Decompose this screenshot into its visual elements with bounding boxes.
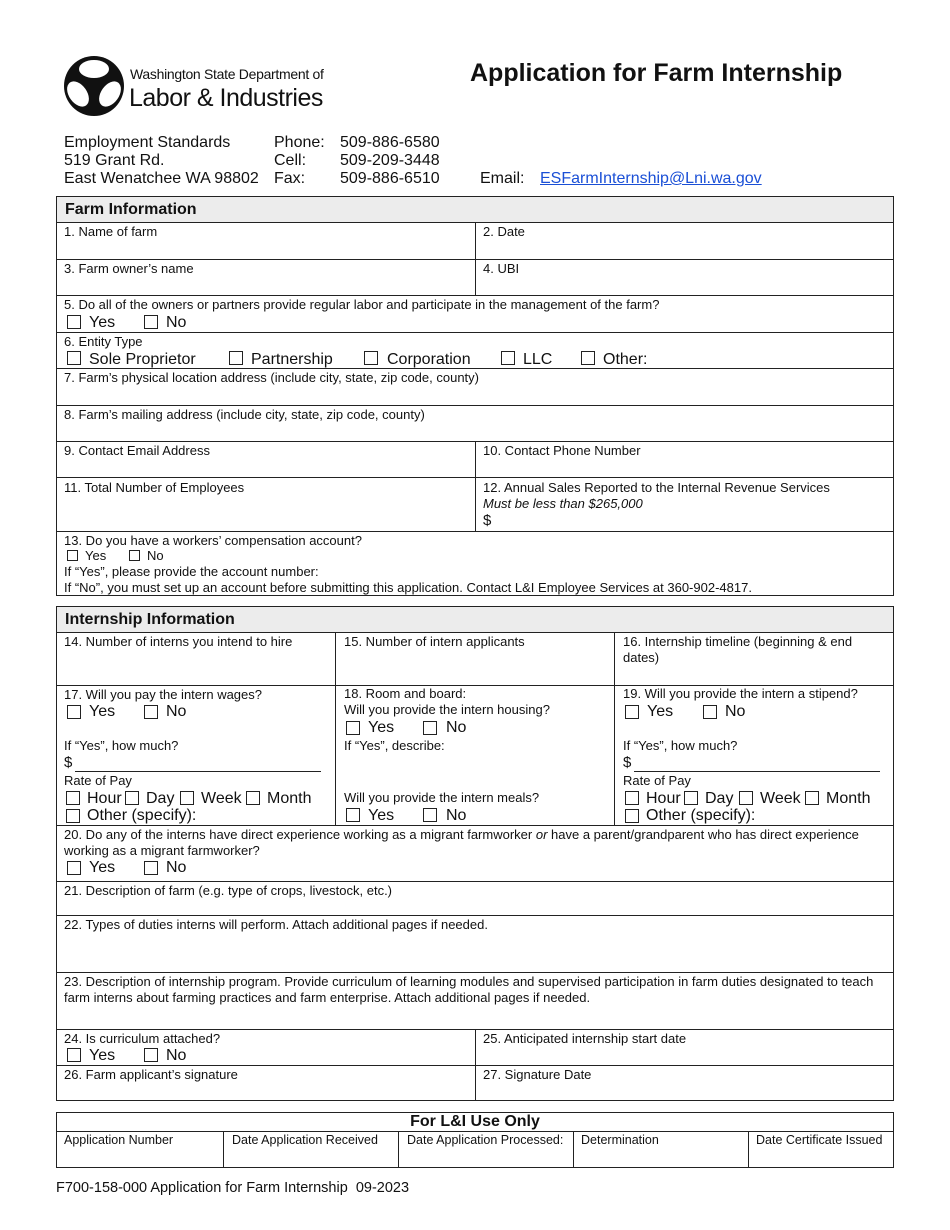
q18-housing-question: Will you provide the intern housing? xyxy=(344,702,550,717)
q20-no-checkbox[interactable] xyxy=(144,861,158,875)
q19-amount-line[interactable] xyxy=(634,771,880,772)
intern-section-heading: Internship Information xyxy=(57,607,893,633)
q26-applicant-signature[interactable]: 26. Farm applicant’s signature xyxy=(64,1067,238,1082)
q18-housing-no-label: No xyxy=(446,719,467,736)
q17-other-label: Other (specify): xyxy=(87,807,197,824)
q19-month-checkbox[interactable] xyxy=(805,791,819,805)
q19-no-checkbox[interactable] xyxy=(703,705,717,719)
q17-week-label: Week xyxy=(201,790,242,807)
phone-number: 509-886-6580 xyxy=(340,134,440,151)
q13-yes-checkbox[interactable] xyxy=(67,550,78,561)
entity-sole-proprietor-checkbox[interactable] xyxy=(67,351,81,365)
q6-entity-type: 6. Entity Type xyxy=(64,334,143,349)
logo-line2: Labor & Industries xyxy=(129,84,323,112)
q19-stipend: 19. Will you provide the intern a stipend? xyxy=(623,686,858,701)
q17-hour-label: Hour xyxy=(87,790,122,807)
fax-number: 509-886-6510 xyxy=(340,170,440,187)
q5-owners-labor: 5. Do all of the owners or partners provide regular labor and participate in the management of the farm? xyxy=(64,297,660,312)
q19-no-label: No xyxy=(725,703,746,720)
farm-section-heading: Farm Information xyxy=(57,197,893,223)
q17-month-checkbox[interactable] xyxy=(246,791,260,805)
q12-note: Must be less than $265,000 xyxy=(483,496,643,511)
q17-no-checkbox[interactable] xyxy=(144,705,158,719)
cell-label: Cell: xyxy=(274,152,307,169)
q11-total-employees[interactable]: 11. Total Number of Employees xyxy=(64,480,245,495)
q19-yes-checkbox[interactable] xyxy=(625,705,639,719)
email-link[interactable]: ESFarmInternship@Lni.wa.gov xyxy=(540,170,762,187)
q17-rate-of-pay: Rate of Pay xyxy=(64,773,132,788)
lni-logo-mark-icon xyxy=(62,54,126,118)
q19-hour-label: Hour xyxy=(646,790,681,807)
q20-migrant-experience: 20. Do any of the interns have direct experience working as a migrant farmworker or have a parent/grandparent who has direct experience working as a migrant farmworker? xyxy=(64,827,859,858)
q17-day-checkbox[interactable] xyxy=(125,791,139,805)
phone-label: Phone: xyxy=(274,134,325,151)
q18-meals-yes-label: Yes xyxy=(368,807,395,824)
q19-yes-label: Yes xyxy=(647,703,674,720)
q7-physical-address[interactable]: 7. Farm’s physical location address (include city, state, zip code, county) xyxy=(64,370,479,385)
q13-yes-label: Yes xyxy=(85,548,107,563)
entity-llc-label: LLC xyxy=(523,351,553,368)
q14-number-interns[interactable]: 14. Number of interns you intend to hire xyxy=(64,634,293,649)
contact-street: 519 Grant Rd. xyxy=(64,152,165,169)
q1-name-of-farm[interactable]: 1. Name of farm xyxy=(64,224,158,239)
q18-meals-yes-checkbox[interactable] xyxy=(346,808,360,822)
q13-no-note: If “No”, you must set up an account before submitting this application. Contact L&I Employee Services at 360-902-4817. xyxy=(64,580,752,595)
q17-yes-checkbox[interactable] xyxy=(67,705,81,719)
q17-pay-wages: 17. Will you pay the intern wages? xyxy=(64,687,262,702)
q5-no-checkbox[interactable] xyxy=(144,315,158,329)
q18-room-board: 18. Room and board: xyxy=(344,686,467,701)
q19-rate-of-pay: Rate of Pay xyxy=(623,773,691,788)
q20-yes-checkbox[interactable] xyxy=(67,861,81,875)
office-col-application-number[interactable]: Application Number xyxy=(64,1133,174,1147)
entity-other-label: Other: xyxy=(603,351,648,368)
q17-month-label: Month xyxy=(267,790,312,807)
q5-yes-checkbox[interactable] xyxy=(67,315,81,329)
q12-dollar-sign: $ xyxy=(483,512,492,529)
q10-contact-phone[interactable]: 10. Contact Phone Number xyxy=(483,443,641,458)
q19-dollar-sign: $ xyxy=(623,754,632,771)
q8-mailing-address[interactable]: 8. Farm’s mailing address (include city, state, zip code, county) xyxy=(64,407,425,422)
q17-day-label: Day xyxy=(146,790,175,807)
q18-meals-no-label: No xyxy=(446,807,467,824)
entity-partnership-label: Partnership xyxy=(251,351,333,368)
q18-describe[interactable]: If “Yes”, describe: xyxy=(344,738,445,753)
q19-week-checkbox[interactable] xyxy=(739,791,753,805)
form-footer: F700-158-000 Application for Farm Internship 09-2023 xyxy=(56,1180,410,1196)
q19-other-checkbox[interactable] xyxy=(625,809,639,823)
q18-meals-no-checkbox[interactable] xyxy=(423,808,437,822)
q19-how-much: If “Yes”, how much? xyxy=(623,738,738,753)
contact-city: East Wenatchee WA 98802 xyxy=(64,170,259,187)
q17-no-label: No xyxy=(166,703,187,720)
office-col-determination[interactable]: Determination xyxy=(581,1133,659,1147)
contact-dept: Employment Standards xyxy=(64,134,231,151)
q17-other-checkbox[interactable] xyxy=(66,809,80,823)
q9-contact-email[interactable]: 9. Contact Email Address xyxy=(64,443,210,458)
office-col-date-received[interactable]: Date Application Received xyxy=(232,1133,378,1147)
q17-amount-line[interactable] xyxy=(75,771,321,772)
office-col-certificate-issued[interactable]: Date Certificate Issued xyxy=(756,1133,883,1147)
q18-housing-no-checkbox[interactable] xyxy=(423,721,437,735)
email-label: Email: xyxy=(480,170,525,187)
q17-week-checkbox[interactable] xyxy=(180,791,194,805)
q17-dollar-sign: $ xyxy=(64,754,73,771)
q4-ubi[interactable]: 4. UBI xyxy=(483,261,520,276)
q19-week-label: Week xyxy=(760,790,801,807)
q19-hour-checkbox[interactable] xyxy=(625,791,639,805)
q17-yes-label: Yes xyxy=(89,703,116,720)
lni-logo xyxy=(62,54,332,118)
q19-day-label: Day xyxy=(705,790,734,807)
q24-yes-label: Yes xyxy=(89,1047,116,1064)
cell-number: 509-209-3448 xyxy=(340,152,440,169)
q24-yes-checkbox[interactable] xyxy=(67,1048,81,1062)
q18-housing-yes-checkbox[interactable] xyxy=(346,721,360,735)
logo-line1: Washington State Department of xyxy=(130,66,324,82)
q21-farm-description[interactable]: 21. Description of farm (e.g. type of crops, livestock, etc.) xyxy=(64,883,393,898)
office-use-heading: For L&I Use Only xyxy=(410,1113,540,1130)
entity-sole-proprietor-label: Sole Proprietor xyxy=(89,351,196,368)
q17-hour-checkbox[interactable] xyxy=(66,791,80,805)
q24-no-checkbox[interactable] xyxy=(144,1048,158,1062)
q18-meals-question: Will you provide the intern meals? xyxy=(344,790,540,805)
entity-partnership-checkbox[interactable] xyxy=(229,351,243,365)
q16-internship-timeline[interactable]: 16. Internship timeline (beginning & end dates) xyxy=(623,634,853,665)
q24-no-label: No xyxy=(166,1047,187,1064)
q18-housing-yes-label: Yes xyxy=(368,719,395,736)
q19-other-label: Other (specify): xyxy=(646,807,756,824)
entity-llc-checkbox[interactable] xyxy=(501,351,515,365)
q19-day-checkbox[interactable] xyxy=(684,791,698,805)
entity-other-checkbox[interactable] xyxy=(581,351,595,365)
entity-corporation-checkbox[interactable] xyxy=(364,351,378,365)
q25-start-date[interactable]: 25. Anticipated internship start date xyxy=(483,1031,687,1046)
page-title: Application for Farm Internship xyxy=(470,59,843,87)
q2-date[interactable]: 2. Date xyxy=(483,224,525,239)
q20-no-label: No xyxy=(166,859,187,876)
q27-signature-date[interactable]: 27. Signature Date xyxy=(483,1067,592,1082)
q5-no-label: No xyxy=(166,314,187,331)
q12-annual-sales[interactable]: 12. Annual Sales Reported to the Internal Revenue Services xyxy=(483,480,830,495)
q19-month-label: Month xyxy=(826,790,871,807)
q13-workers-comp: 13. Do you have a workers’ compensation account? xyxy=(64,533,362,548)
office-col-date-processed[interactable]: Date Application Processed: xyxy=(407,1133,564,1147)
fax-label: Fax: xyxy=(274,170,306,187)
q3-farm-owner-name[interactable]: 3. Farm owner’s name xyxy=(64,261,194,276)
q5-yes-label: Yes xyxy=(89,314,116,331)
q17-how-much: If “Yes”, how much? xyxy=(64,738,179,753)
q13-yes-note: If “Yes”, please provide the account number: xyxy=(64,564,319,579)
q22-intern-duties[interactable]: 22. Types of duties interns will perform. Attach additional pages if needed. xyxy=(64,917,488,932)
q15-intern-applicants[interactable]: 15. Number of intern applicants xyxy=(344,634,525,649)
entity-corporation-label: Corporation xyxy=(387,351,471,368)
q13-no-label: No xyxy=(147,548,164,563)
q20-yes-label: Yes xyxy=(89,859,116,876)
q24-curriculum-attached: 24. Is curriculum attached? xyxy=(64,1031,221,1046)
q23-program-description[interactable]: 23. Description of internship program. Provide curriculum of learning modules and supervised participation in farm duties designated to teach farm interns about farming practices and farm enterprise. Attach additional pages if needed. xyxy=(64,974,874,1005)
q13-no-checkbox[interactable] xyxy=(129,550,140,561)
